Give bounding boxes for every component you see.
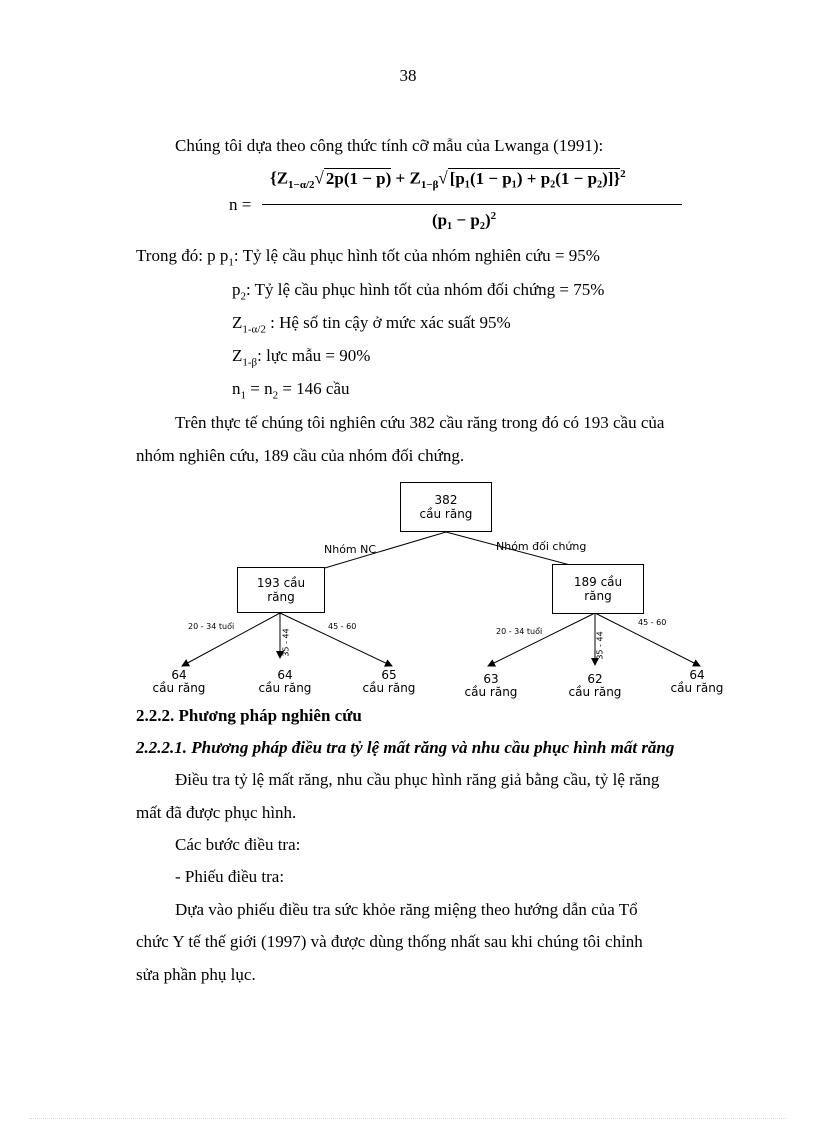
- arrow-right-a: [488, 613, 595, 666]
- paragraph-1-line-1: Trên thực tế chúng tôi nghiên cứu 382 cầu răng trong đó có 193 cầu của: [175, 413, 665, 432]
- leaf-left-c: 65 cầu răng: [362, 668, 416, 695]
- fraction-bar: [262, 204, 682, 205]
- z-beta: + Z: [391, 168, 421, 188]
- branch-label-nc: Nhóm NC: [324, 543, 377, 556]
- page-bottom-divider: [30, 1118, 786, 1119]
- nc-group-node: [237, 567, 325, 613]
- page-number: 38: [399, 66, 417, 85]
- branch-label-control: Nhóm đối chứng: [496, 540, 587, 553]
- control-group-count: 189 cầu: [573, 575, 623, 589]
- paragraph-2-line-2: mất đã được phục hình.: [136, 803, 297, 822]
- formula-denominator: [432, 210, 496, 231]
- leaf-right-b: 62 cầu răng: [568, 672, 622, 699]
- z-alpha: {Z: [270, 168, 289, 188]
- sqrt-term-2: [p₁(1 − p₁) + p₂(1 − p₂)]}: [449, 168, 621, 188]
- where-line-1: Trong đó: p $p_1$: Tỷ lệ cầu phục hình tốt của nhóm nghiên cứu = 95%: [136, 246, 600, 269]
- step-1: - Phiếu điều tra:: [175, 867, 285, 886]
- where-line-2: $p_2$: Tỷ lệ cầu phục hình tốt của nhóm đối chứng = 75%: [232, 280, 605, 303]
- control-group-node: [552, 564, 644, 614]
- where-line-3: $Z_{1-\alpha/2}$ : Hệ số tin cậy ở mức xác suất 95%: [232, 313, 511, 336]
- sqrt-sign-2: √: [438, 168, 448, 188]
- formula-numerator: [270, 168, 626, 191]
- root-label: cầu răng: [419, 507, 473, 521]
- where-line-5: $n_1 = n_2 = 146$ cầu: [232, 379, 350, 402]
- paragraph-2-line-1: Điều tra tỷ lệ mất răng, nhu cầu phục hình răng giả bằng cầu, tỷ lệ răng: [175, 770, 660, 789]
- sqrt-term-1: 2p(1 − p): [325, 168, 392, 188]
- section-heading: 2.2.2. Phương pháp nghiên cứu: [136, 706, 362, 725]
- z-alpha-sub: 1−α/2: [288, 179, 315, 192]
- arrow-left-c: [280, 613, 392, 666]
- age-label-left-a: 20 - 34 tuổi: [188, 622, 235, 631]
- denominator-exponent: 2: [490, 210, 497, 222]
- age-label-right-b: 35 - 44: [595, 631, 605, 660]
- leaf-right-a: 63 cầu răng: [464, 672, 518, 699]
- steps-label: Các bước điều tra:: [175, 835, 301, 854]
- leaf-left-b: 64 cầu răng: [258, 668, 312, 695]
- paragraph-3-line-3: sửa phần phụ lục.: [136, 965, 256, 984]
- subsection-heading: 2.2.2.1. Phương pháp điều tra tỷ lệ mất răng và nhu cầu phục hình mất răng: [136, 738, 675, 757]
- sampling-tree-diagram: [130, 478, 740, 703]
- leaf-right-c: 64 cầu răng: [670, 668, 724, 695]
- nc-group-label: răng: [267, 590, 295, 604]
- age-label-left-b: 35 - 44: [281, 628, 291, 657]
- where-line-4: $Z_{1-\beta}$: lực mẫu = 90%: [232, 346, 371, 369]
- paragraph-1-line-2: nhóm nghiên cứu, 189 cầu của nhóm đối chứng.: [136, 446, 465, 465]
- z-beta-sub: 1−β: [420, 179, 439, 192]
- numerator-exponent: 2: [620, 168, 626, 180]
- age-label-left-c: 45 - 60: [328, 622, 357, 631]
- age-label-right-a: 20 - 34 tuổi: [496, 627, 543, 636]
- paragraph-3-line-1: Dựa vào phiếu điều tra sức khỏe răng miệng theo hướng dẫn của Tổ: [175, 900, 638, 919]
- denominator-term: (p₁ − p₂): [432, 210, 491, 230]
- control-group-label: răng: [584, 589, 612, 603]
- root-count: 382: [434, 493, 458, 507]
- formula-lhs: n =: [229, 195, 252, 214]
- leaf-left-a: 64 cầu răng: [152, 668, 206, 695]
- sqrt-sign-1: √: [314, 168, 324, 188]
- nc-group-count: 193 cầu: [256, 576, 306, 590]
- paragraph-3-line-2: chức Y tế thế giới (1997) và được dùng thống nhất sau khi chúng tôi chỉnh: [136, 932, 643, 951]
- intro-paragraph: Chúng tôi dựa theo công thức tính cỡ mẫu của Lwanga (1991):: [175, 136, 604, 155]
- sample-size-formula: [262, 160, 682, 240]
- arrow-left-a: [182, 613, 280, 666]
- age-label-right-c: 45 - 60: [638, 618, 667, 627]
- root-node: [400, 482, 492, 532]
